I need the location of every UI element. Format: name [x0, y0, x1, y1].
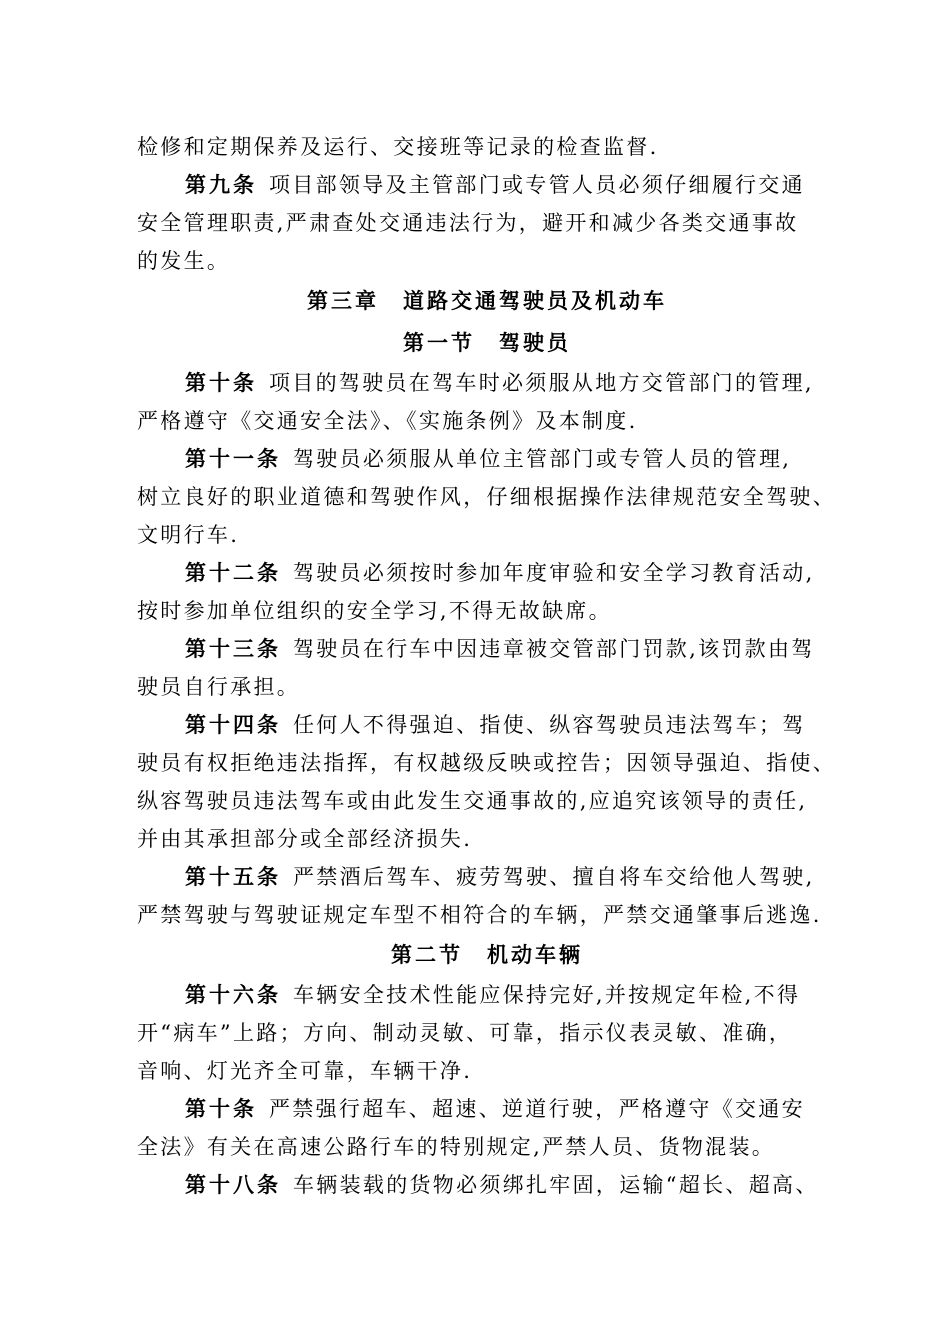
line-text: 检修和定期保养及运行、交接班等记录的检查监督. [137, 135, 659, 159]
line-text: 任何人不得强迫、指使、纵容驾驶员违法驾车；驾 [293, 713, 806, 737]
line-text: 并由其承担部分或全部经济损失. [137, 827, 473, 851]
line-text: 项目的驾驶员在驾车时必须服从地方交管部门的管理, [269, 371, 814, 395]
article-paragraph [137, 1090, 837, 1166]
text-line [137, 934, 837, 976]
line-text: 严禁强行超车、超速、逆道行驶，严格遵守《交通安 [269, 1097, 805, 1121]
text-line [137, 204, 837, 242]
article-number: 第十条 [185, 1096, 257, 1121]
article-paragraph [137, 554, 837, 630]
article-paragraph [137, 364, 837, 440]
text-line [137, 782, 837, 820]
document-body [137, 128, 837, 1204]
article-number: 第十四条 [185, 712, 281, 737]
text-line [137, 478, 837, 516]
line-text: 驾驶员必须按时参加年度审验和安全学习教育活动, [293, 561, 815, 585]
text-line [137, 402, 837, 440]
line-text: 车辆装载的货物必须绑扎牢固，运输“超长、超高、 [293, 1173, 819, 1197]
text-line [137, 280, 837, 322]
text-line [137, 554, 837, 592]
article-number: 第十五条 [185, 864, 281, 889]
article-paragraph [137, 166, 837, 280]
text-line [137, 976, 837, 1014]
line-text: 音响、灯光齐全可靠，车辆干净. [137, 1059, 473, 1083]
text-line [137, 1014, 837, 1052]
text-line [137, 668, 837, 706]
article-number: 第十八条 [185, 1172, 281, 1197]
section-heading [137, 322, 837, 364]
line-text: 树立良好的职业道德和驾驶作风，仔细根据操作法律规范安全驾驶、 [137, 485, 836, 509]
text-line [137, 128, 837, 166]
line-text: 第二节 机动车辆 [391, 942, 583, 967]
text-line [137, 744, 837, 782]
line-text: 驶员有权拒绝违法指挥，有权越级反映或控告；因领导强迫、指使、 [137, 751, 836, 775]
text-line [137, 364, 837, 402]
text-line [137, 440, 837, 478]
line-text: 全法》有关在高速公路行车的特别规定,严禁人员、货物混装。 [137, 1135, 776, 1159]
article-paragraph [137, 1166, 837, 1204]
line-text: 驾驶员在行车中因违章被交管部门罚款,该罚款由驾 [293, 637, 815, 661]
line-text: 车辆安全技术性能应保持完好,并按规定年检,不得 [293, 983, 801, 1007]
article-number: 第十二条 [185, 560, 281, 585]
article-number: 第十一条 [185, 446, 281, 471]
text-line [137, 166, 837, 204]
line-text: 第一节 驾驶员 [403, 330, 571, 355]
line-text: 文明行车. [137, 523, 240, 547]
line-text: 严格遵守《交通安全法》、《实施条例》及本制度. [137, 409, 638, 433]
text-line [137, 820, 837, 858]
article-number: 第十三条 [185, 636, 281, 661]
text-line [137, 516, 837, 554]
text-line [137, 322, 837, 364]
line-text: 纵容驾驶员违法驾车或由此发生交通事故的,应追究该领导的责任, [137, 789, 808, 813]
text-line [137, 1166, 837, 1204]
line-text: 严禁酒后驾车、疲劳驾驶、擅自将车交给他人驾驶, [293, 865, 815, 889]
continued-paragraph [137, 128, 837, 166]
line-text: 的发生。 [137, 249, 231, 273]
article-paragraph [137, 706, 837, 858]
article-paragraph [137, 858, 837, 934]
line-text: 安全管理职责,严肃查处交通违法行为，避开和减少各类交通事故 [137, 211, 799, 235]
section-heading [137, 934, 837, 976]
line-text: 第三章 道路交通驾驶员及机动车 [307, 288, 667, 313]
article-number: 第十条 [185, 370, 257, 395]
text-line [137, 630, 837, 668]
article-paragraph [137, 440, 837, 554]
article-number: 第九条 [185, 172, 257, 197]
text-line [137, 1128, 837, 1166]
article-paragraph [137, 976, 837, 1090]
line-text: 项目部领导及主管部门或专管人员必须仔细履行交通 [269, 173, 805, 197]
text-line [137, 242, 837, 280]
line-text: 驾驶员必须服从单位主管部门或专管人员的管理, [293, 447, 792, 471]
article-number: 第十六条 [185, 982, 281, 1007]
line-text: 严禁驾驶与驾驶证规定车型不相符合的车辆，严禁交通肇事后逃逸. [137, 903, 822, 927]
text-line [137, 1052, 837, 1090]
text-line [137, 592, 837, 630]
text-line [137, 858, 837, 896]
article-paragraph [137, 630, 837, 706]
text-line [137, 896, 837, 934]
text-line [137, 706, 837, 744]
text-line [137, 1090, 837, 1128]
line-text: 开“病车”上路；方向、制动灵敏、可靠，指示仪表灵敏、准确， [137, 1021, 793, 1045]
section-heading [137, 280, 837, 322]
line-text: 驶员自行承担。 [137, 675, 301, 699]
line-text: 按时参加单位组织的安全学习,不得无故缺席。 [137, 599, 612, 623]
